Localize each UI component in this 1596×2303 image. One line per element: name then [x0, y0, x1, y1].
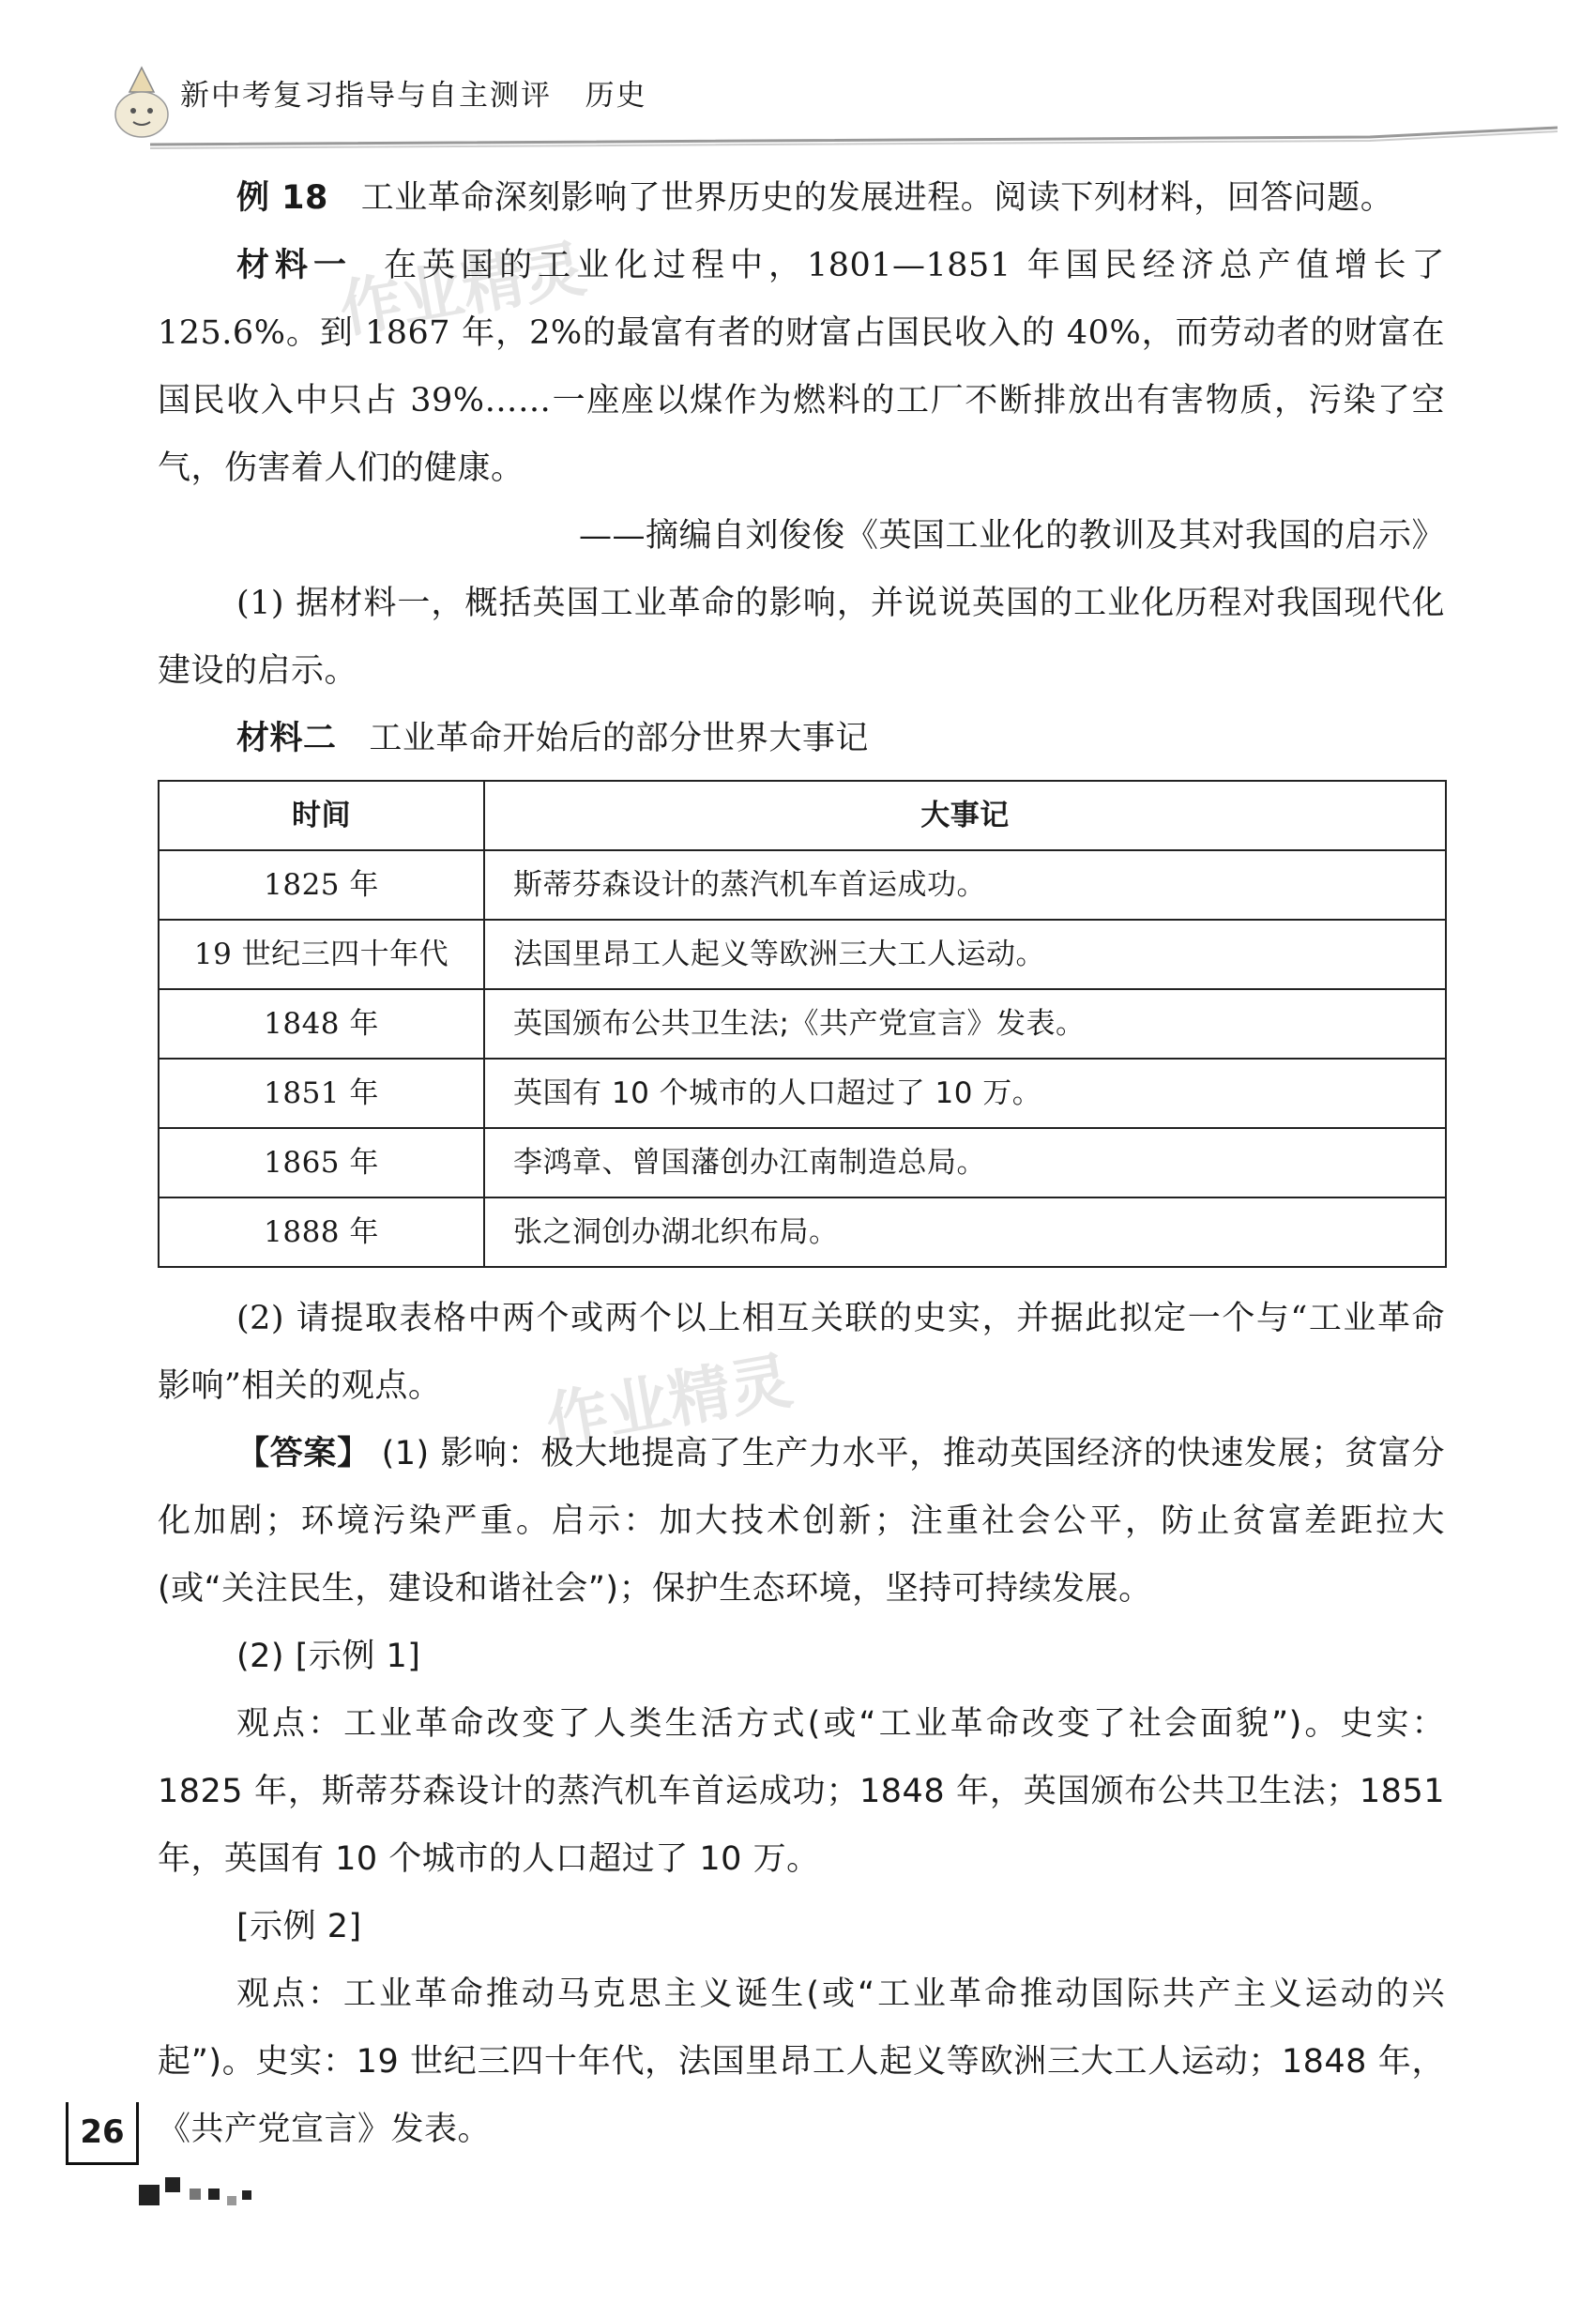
answer-part-two-label: (2) [示例 1]: [236, 1638, 421, 1675]
example-content: [158, 164, 1445, 2163]
table-row: [159, 1197, 1446, 1267]
row-time: 1851 年: [159, 1059, 484, 1128]
row-event: 李鸿章、曾国藩创办江南制造总局。: [484, 1128, 1446, 1197]
watermark: 作业精灵: [540, 1344, 798, 1459]
question-one: (1) 据材料一，概括英国工业革命的影响，并说说英国的工业化历程对我国现代化建设的启示。: [158, 585, 1445, 690]
row-time: 1865 年: [159, 1128, 484, 1197]
row-time: 19 世纪三四十年代: [159, 920, 484, 989]
row-time: 1848 年: [159, 989, 484, 1059]
table-row: [159, 920, 1446, 989]
row-time: 1888 年: [159, 1197, 484, 1267]
row-time: 1825 年: [159, 850, 484, 920]
answer-example-one: 观点：工业革命改变了人类生活方式(或“工业革命改变了社会面貌”)。史实：1825 年，斯蒂芬森设计的蒸汽机车首运成功；1848 年，英国颁布公共卫生法；1851 年，英国有 10 个城市的人口超过了 10 万。: [158, 1705, 1445, 1878]
watermark: 作业精灵: [334, 232, 591, 347]
table-row: [159, 1128, 1446, 1197]
answer-example-two-label: [示例 2]: [236, 1908, 362, 1945]
answer-part-one: 【答案】 (1) 影响：极大地提高了生产力水平，推动英国经济的快速发展；贫富分化加剧；环境污染严重。启示：加大技术创新；注重社会公平，防止贫富差距拉大(或“关注民生，建设和谐社会”)；保护生态环境，坚持可持续发展。: [158, 1435, 1445, 1608]
column-header-event: 大事记: [484, 781, 1446, 850]
row-event: 张之洞创办湖北织布局。: [484, 1197, 1446, 1267]
answer-example-two: 观点：工业革命推动马克思主义诞生(或“工业革命推动国际共产主义运动的兴起”)。史实：19 世纪三四十年代，法国里昂工人起义等欧洲三大工人运动；1848 年，《共产党宣言》发表。: [158, 1975, 1445, 2148]
material-one-source: ——摘编自刘俊俊《英国工业化的教训及其对我国的启示》: [578, 517, 1445, 555]
decor-square: [139, 2185, 160, 2205]
decor-square: [190, 2189, 201, 2200]
decor-square: [165, 2177, 180, 2192]
table-row: [159, 989, 1446, 1059]
column-header-time: 时间: [159, 781, 484, 850]
table-row: [159, 850, 1446, 920]
question-two: (2) 请提取表格中两个或两个以上相互关联的史实，并据此拟定一个与“工业革命影响”相关的观点。: [158, 1300, 1445, 1405]
page-header: [113, 56, 1576, 150]
row-event: 英国颁布公共卫生法;《共产党宣言》发表。: [484, 989, 1446, 1059]
table-header-row: [159, 781, 1446, 850]
row-event: 斯蒂芬森设计的蒸汽机车首运成功。: [484, 850, 1446, 920]
decor-square: [227, 2196, 236, 2205]
header-rule: [150, 122, 1558, 150]
material-one: 材料一 在英国的工业化过程中，1801—1851 年国民经济总产值增长了 125.6%。到 1867 年，2%的最富有者的财富占国民收入的 40%，而劳动者的财富在国民收入中只占 39%……一座座以煤作为燃料的工厂不断排放出有害物质，污染了空气，伤害着人们的健康。: [158, 247, 1445, 487]
row-event: 法国里昂工人起义等欧洲三大工人运动。: [484, 920, 1446, 989]
decor-square: [208, 2189, 220, 2200]
decor-square: [242, 2190, 251, 2200]
example-intro: 例 18 工业革命深刻影响了世界历史的发展进程。阅读下列材料，回答问题。: [236, 179, 1394, 217]
row-event: 英国有 10 个城市的人口超过了 10 万。: [484, 1059, 1446, 1128]
table-row: [159, 1059, 1446, 1128]
events-table: [158, 780, 1447, 1268]
book-title: 新中考复习指导与自主测评 历史: [180, 79, 647, 113]
page-footer: [66, 2102, 253, 2290]
page-number: 26: [66, 2102, 139, 2165]
material-two: 材料二 工业革命开始后的部分世界大事记: [236, 720, 869, 757]
